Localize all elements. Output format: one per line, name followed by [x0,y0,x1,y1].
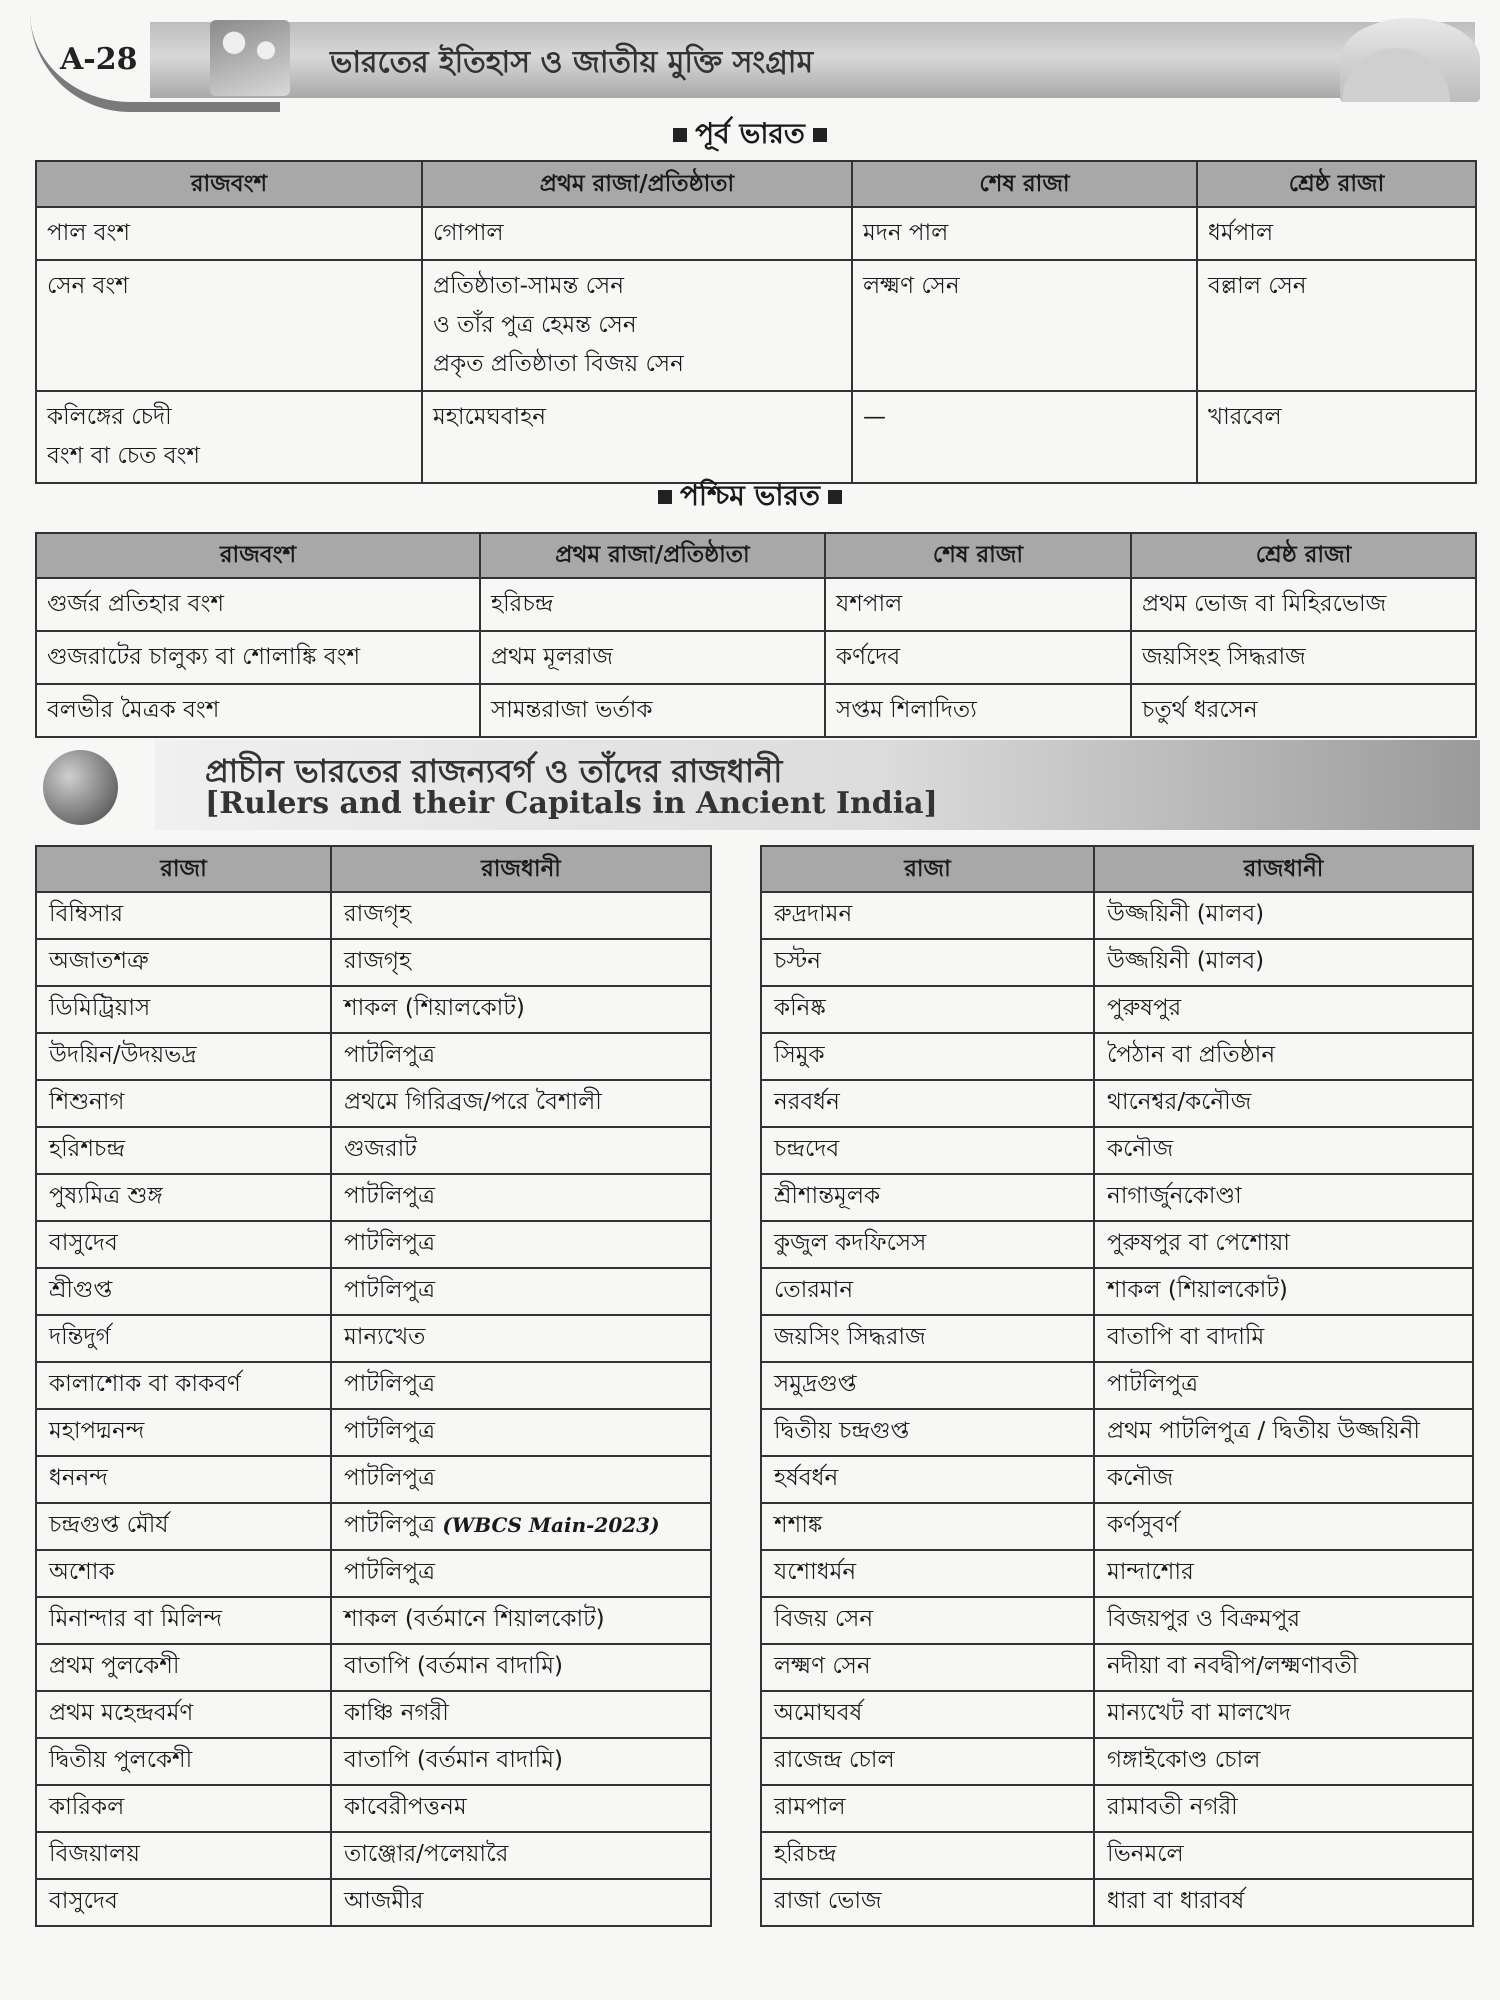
king-cell: নরবর্ধন [761,1080,1094,1127]
capital-text: কনৌজ [1107,1136,1174,1162]
king-cell: বাসুদেব [36,1879,331,1926]
east-india-heading [0,112,1500,159]
first-king-cell: সামন্তরাজা ভর্তাক [480,684,825,737]
page-header [0,0,1500,108]
table-row [761,1080,1473,1127]
table-row [36,1644,711,1691]
page-title: ভারতের ইতিহাস ও জাতীয় মুক্তি সংগ্রাম [330,45,814,80]
king-cell: প্রথম মহেন্দ্রবর্মণ [36,1691,331,1738]
column-header: শেষ রাজা [852,161,1197,207]
capital-cell [1094,1127,1473,1174]
capital-text: উজ্জয়িনী (মালব) [1107,948,1265,974]
king-cell: কনিষ্ক [761,986,1094,1033]
capital-cell [1094,1691,1473,1738]
king-cell: রামপাল [761,1785,1094,1832]
capital-cell [1094,939,1473,986]
king-cell: দন্তিদুর্গ [36,1315,331,1362]
king-cell: লক্ষ্মণ সেন [761,1644,1094,1691]
king-cell: কুজুল কদফিসেস [761,1221,1094,1268]
table-row [36,631,1476,684]
table-row [761,892,1473,939]
capital-text: বাতাপি (বর্তমান বাদামি) [344,1653,563,1679]
capital-cell [331,1597,711,1644]
table-row [36,578,1476,631]
capital-text: পৈঠান বা প্রতিষ্ঠান [1107,1042,1276,1068]
first-king-cell: প্রতিষ্ঠাতা-সামন্ত সেন ও তাঁর পুত্র হেমন্ত সেন প্রকৃত প্রতিষ্ঠাতা বিজয় সেন [422,260,852,391]
column-header: রাজধানী [1094,846,1473,892]
square-bullet-icon [658,490,672,504]
table-row [36,1503,711,1550]
capital-text: বিজয়পুর ও বিক্রমপুর [1107,1606,1300,1632]
capital-cell [331,1080,711,1127]
capital-text: পাটলিপুত্র [344,1042,436,1068]
dynasty-cell: কলিঙ্গের চেদী বংশ বা চেত বংশ [36,391,422,483]
last-king-cell: — [852,391,1197,483]
table-row [761,1503,1473,1550]
table-row [36,391,1476,483]
capital-cell [331,1691,711,1738]
capital-text: প্রথমে গিরিব্রজ/পরে বৈশালী [344,1089,602,1115]
table-row [36,1221,711,1268]
king-cell: শ্রীগুপ্ত [36,1268,331,1315]
capital-cell [331,1550,711,1597]
table-row [761,1221,1473,1268]
table-row [36,1456,711,1503]
king-cell: চন্দ্রদেব [761,1127,1094,1174]
table-row [36,1174,711,1221]
table-row [761,1785,1473,1832]
king-cell: অমোঘবর্ষ [761,1691,1094,1738]
capital-text: নাগার্জুনকোণ্ডা [1107,1183,1242,1209]
capital-cell [331,1221,711,1268]
king-cell: বিজয় সেন [761,1597,1094,1644]
rulers-title-english: [Rulers and their Capitals in Ancient India] [205,786,938,821]
capital-cell [331,1832,711,1879]
greatest-king-cell: ধর্মপাল [1197,207,1476,260]
east-india-table [35,160,1477,484]
capital-text: মান্যখেত [344,1324,426,1350]
capital-cell [331,1738,711,1785]
table-row [761,939,1473,986]
exam-note: (WBCS Main-2023) [442,1513,660,1537]
table-row [761,1879,1473,1926]
capital-text: গঙ্গাইকোণ্ড চোল [1107,1747,1261,1773]
table-row [761,1691,1473,1738]
capital-cell [1094,1738,1473,1785]
table-row [36,1691,711,1738]
table-row [36,260,1476,391]
capital-cell [331,1362,711,1409]
capital-cell [331,1127,711,1174]
capital-text: পুরুষপুর [1107,995,1182,1021]
king-cell: দ্বিতীয় চন্দ্রগুপ্ত [761,1409,1094,1456]
king-cell: রাজা ভোজ [761,1879,1094,1926]
king-cell: রাজেন্দ্র চোল [761,1738,1094,1785]
capital-cell [331,939,711,986]
capital-cell [331,1503,711,1550]
king-cell: যশোধর্মন [761,1550,1094,1597]
capital-cell [1094,1409,1473,1456]
capital-text: পাটলিপুত্র [344,1418,436,1444]
king-cell: দ্বিতীয় পুলকেশী [36,1738,331,1785]
king-cell: পুষ্যমিত্র শুঙ্গ [36,1174,331,1221]
capital-cell [1094,1785,1473,1832]
capital-text: তাঞ্জোর/পলেয়ারৈ [344,1841,509,1867]
table-row [36,1550,711,1597]
king-cell: কারিকল [36,1785,331,1832]
capital-text: গুজরাট [344,1136,417,1162]
column-header: রাজবংশ [36,161,422,207]
king-cell: তোরমান [761,1268,1094,1315]
capital-text: কর্ণসুবর্ণ [1107,1512,1179,1538]
king-cell: শশাঙ্ক [761,1503,1094,1550]
table-row [36,207,1476,260]
table-row [761,1832,1473,1879]
table-row [36,1315,711,1362]
capital-cell [1094,1597,1473,1644]
king-cell: বাসুদেব [36,1221,331,1268]
square-bullet-icon [828,490,842,504]
table-row [36,1362,711,1409]
table-row [36,986,711,1033]
king-cell: সিমুক [761,1033,1094,1080]
capital-text: মান্যখেট বা মালখেদ [1107,1700,1291,1726]
king-cell: অজাতশত্রু [36,939,331,986]
column-header: শ্রেষ্ঠ রাজা [1131,533,1476,578]
capital-cell [1094,1268,1473,1315]
king-cell: হর্ষবর্ধন [761,1456,1094,1503]
capital-text: কনৌজ [1107,1465,1174,1491]
column-header: প্রথম রাজা/প্রতিষ্ঠাতা [422,161,852,207]
dynasty-cell: গুজরাটের চালুক্য বা শোলাঙ্কি বংশ [36,631,480,684]
capital-text: নদীয়া বা নবদ্বীপ/লক্ষ্মণাবতী [1107,1653,1359,1679]
table-row [36,892,711,939]
capital-cell [331,1456,711,1503]
globe-icon [43,750,118,825]
capital-text: শাকল (বর্তমানে শিয়ালকোট) [344,1606,605,1632]
table-row [761,1409,1473,1456]
greatest-king-cell: প্রথম ভোজ বা মিহিরভোজ [1131,578,1476,631]
square-bullet-icon [813,128,827,142]
square-bullet-icon [673,128,687,142]
table-row [36,1127,711,1174]
king-cell: ধননন্দ [36,1456,331,1503]
table-row [36,1268,711,1315]
king-cell: বিজয়ালয় [36,1832,331,1879]
rulers-table-right [760,845,1474,1927]
column-header: শ্রেষ্ঠ রাজা [1197,161,1476,207]
table-row [36,684,1476,737]
capital-text: পুরুষপুর বা পেশোয়া [1107,1230,1290,1256]
capital-cell [1094,1221,1473,1268]
capital-text: কাঞ্চি নগরী [344,1700,449,1726]
table-row [761,1362,1473,1409]
column-header: রাজধানী [331,846,711,892]
king-cell: কালাশোক বা কাকবর্ণ [36,1362,331,1409]
last-king-cell: লক্ষ্মণ সেন [852,260,1197,391]
capital-text: বাতাপি (বর্তমান বাদামি) [344,1747,563,1773]
column-header: শেষ রাজা [825,533,1131,578]
king-cell: অশোক [36,1550,331,1597]
page-number: A-28 [60,42,138,77]
table-row [761,1268,1473,1315]
capital-cell [1094,1879,1473,1926]
capital-cell [331,1785,711,1832]
king-cell: প্রথম পুলকেশী [36,1644,331,1691]
capital-text: রাজগৃহ [344,948,412,974]
capital-cell [331,1315,711,1362]
capital-text: রাজগৃহ [344,901,412,927]
capital-text: পাটলিপুত্র [344,1371,436,1397]
table-row [36,1409,711,1456]
capital-text: শাকল (শিয়ালকোট) [344,995,525,1021]
east-india-title: পূর্ব ভারত [695,117,805,150]
capital-cell [331,1268,711,1315]
king-cell: হরিচন্দ্র [761,1832,1094,1879]
capital-cell [1094,1832,1473,1879]
capital-text: বাতাপি বা বাদামি [1107,1324,1265,1350]
last-king-cell: যশপাল [825,578,1131,631]
table-row [36,1597,711,1644]
king-cell: সমুদ্রগুপ্ত [761,1362,1094,1409]
first-king-cell: হরিচন্দ্র [480,578,825,631]
table-row [761,1174,1473,1221]
capital-cell [1094,1644,1473,1691]
table-row [761,1738,1473,1785]
capital-cell [1094,1362,1473,1409]
first-king-cell: প্রথম মূলরাজ [480,631,825,684]
greatest-king-cell: জয়সিংহ সিদ্ধরাজ [1131,631,1476,684]
capital-cell [331,1879,711,1926]
capital-text: পাটলিপুত্র [344,1559,436,1585]
capital-text: পাটলিপুত্র [344,1230,436,1256]
table-row [36,1785,711,1832]
capital-text: আজমীর [344,1888,424,1914]
column-header: রাজা [36,846,331,892]
first-king-cell: মহামেঘবাহন [422,391,852,483]
capital-cell [1094,1503,1473,1550]
west-india-heading [0,474,1500,521]
capital-text: পাটলিপুত্র [344,1183,436,1209]
table-row [761,1644,1473,1691]
capital-cell [331,1174,711,1221]
king-cell: শ্রীশান্তমূলক [761,1174,1094,1221]
table-row [761,1127,1473,1174]
capital-cell [1094,1456,1473,1503]
column-header: প্রথম রাজা/প্রতিষ্ঠাতা [480,533,825,578]
greatest-king-cell: খারবেল [1197,391,1476,483]
capital-text: পাটলিপুত্র [344,1512,436,1538]
capital-text: রামাবতী নগরী [1107,1794,1238,1820]
freedom-fighters-illustration [210,20,290,96]
capital-text: ধারা বা ধারাবর্ষ [1107,1888,1245,1914]
capital-text: পাটলিপুত্র [344,1277,436,1303]
capital-cell [1094,1033,1473,1080]
capital-text: কাবেরীপত্তনম [344,1794,467,1820]
capital-cell [1094,986,1473,1033]
capital-cell [331,1033,711,1080]
table-row [36,939,711,986]
king-cell: হরিশচন্দ্র [36,1127,331,1174]
capital-cell [1094,1550,1473,1597]
last-king-cell: সপ্তম শিলাদিত্য [825,684,1131,737]
west-india-title: পশ্চিম ভারত [680,479,820,512]
king-cell: রুদ্রদামন [761,892,1094,939]
capital-cell [1094,1174,1473,1221]
king-cell: বিম্বিসার [36,892,331,939]
capital-cell [1094,892,1473,939]
greatest-king-cell: চতুর্থ ধরসেন [1131,684,1476,737]
dynasty-cell: বলভীর মৈত্রক বংশ [36,684,480,737]
king-cell: মিনান্দার বা মিলিন্দ [36,1597,331,1644]
table-row [761,1033,1473,1080]
table-row [761,1550,1473,1597]
table-row [761,1315,1473,1362]
capital-text: পাটলিপুত্র [344,1465,436,1491]
capital-cell [331,1644,711,1691]
dynasty-cell: পাল বংশ [36,207,422,260]
first-king-cell: গোপাল [422,207,852,260]
king-cell: চস্টন [761,939,1094,986]
capital-text: শাকল (শিয়ালকোট) [1107,1277,1288,1303]
king-cell: জয়সিং সিদ্ধরাজ [761,1315,1094,1362]
king-cell: উদয়িন/উদয়ভদ্র [36,1033,331,1080]
capital-cell [1094,1315,1473,1362]
table-row [36,1080,711,1127]
rulers-title-bengali: প্রাচীন ভারতের রাজন্যবর্গ ও তাঁদের রাজধানী [205,752,783,790]
last-king-cell: মদন পাল [852,207,1197,260]
king-cell: শিশুনাগ [36,1080,331,1127]
dynasty-cell: সেন বংশ [36,260,422,391]
dynasty-cell: গুর্জর প্রতিহার বংশ [36,578,480,631]
table-row [36,1832,711,1879]
king-cell: চন্দ্রগুপ্ত মৌর্য [36,1503,331,1550]
capital-cell [1094,1080,1473,1127]
capital-cell [331,1409,711,1456]
column-header: রাজবংশ [36,533,480,578]
greatest-king-cell: বল্লাল সেন [1197,260,1476,391]
table-row [761,986,1473,1033]
table-row [36,1738,711,1785]
capital-cell [331,892,711,939]
king-cell: ডিমিট্রিয়াস [36,986,331,1033]
west-india-table [35,532,1477,738]
capital-text: উজ্জয়িনী (মালব) [1107,901,1265,927]
table-row [36,1879,711,1926]
rulers-section-banner [35,740,1475,840]
king-cell: মহাপদ্মনন্দ [36,1409,331,1456]
capital-text: পাটলিপুত্র [1107,1371,1199,1397]
capital-text: ভিনমলে [1107,1841,1184,1867]
monument-illustration [1340,18,1480,102]
capital-text: মান্দাশোর [1107,1559,1194,1585]
capital-cell [331,986,711,1033]
table-row [761,1597,1473,1644]
capital-text: প্রথম পাটলিপুত্র / দ্বিতীয় উজ্জয়িনী [1107,1418,1420,1444]
table-row [36,1033,711,1080]
capital-text: থানেশ্বর/কনৌজ [1107,1089,1252,1115]
table-row [761,1456,1473,1503]
column-header: রাজা [761,846,1094,892]
rulers-table-left [35,845,712,1927]
last-king-cell: কর্ণদেব [825,631,1131,684]
